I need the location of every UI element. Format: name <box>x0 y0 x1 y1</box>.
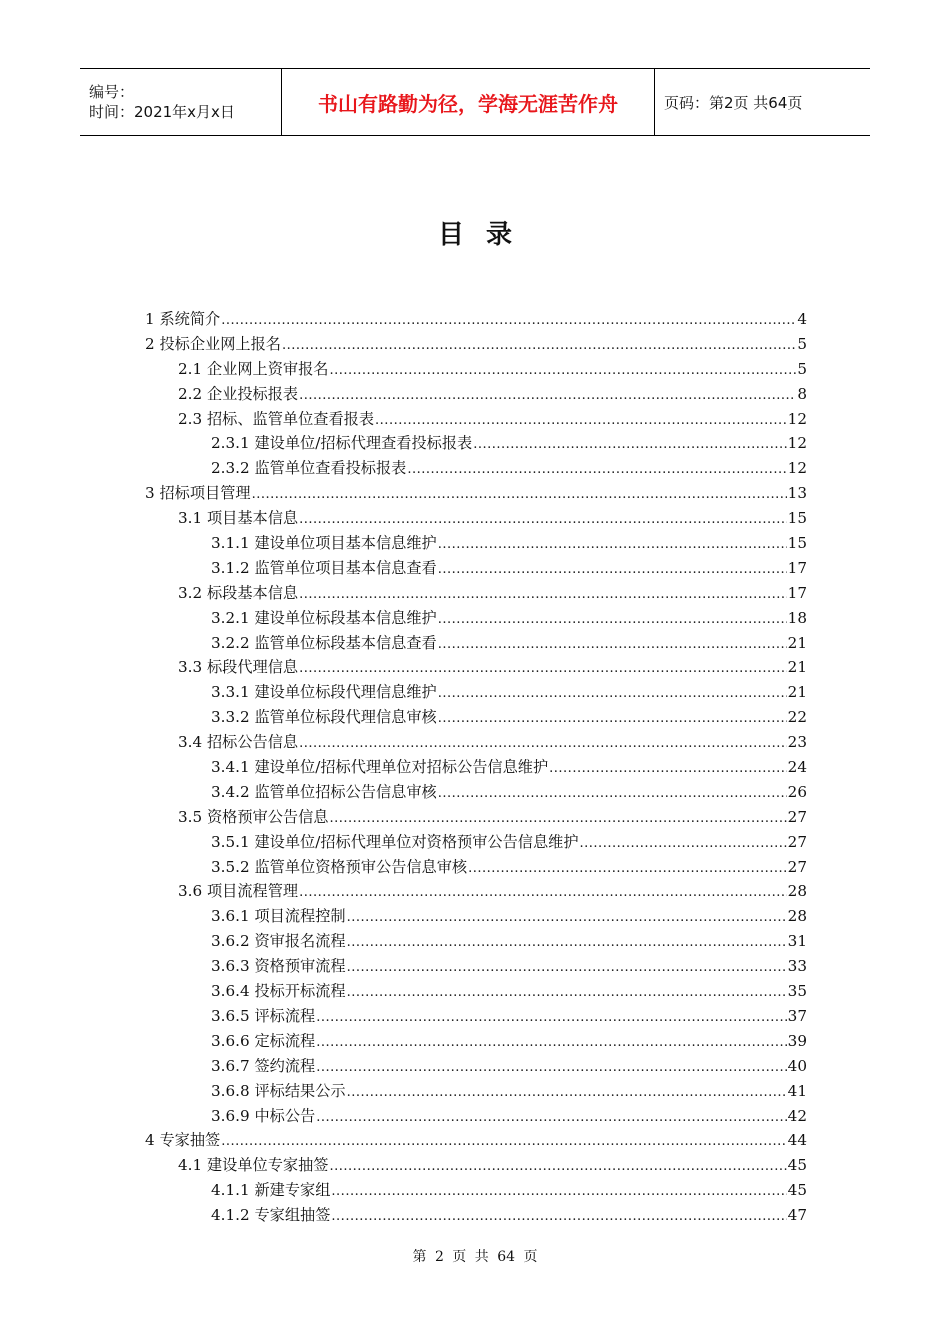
toc-entry[interactable] <box>145 905 807 930</box>
toc-entry-label: 2.3.2 监管单位查看投标报表 <box>211 459 407 478</box>
toc-leader-dots <box>438 609 787 627</box>
toc-entry-label: 4.1.2 专家组抽签 <box>211 1206 331 1225</box>
toc-entry-label: 4 专家抽签 <box>145 1131 221 1150</box>
toc-entry[interactable] <box>145 308 807 333</box>
toc-entry-label: 3.6.5 评标流程 <box>211 1006 316 1025</box>
header-page-info: 页码：第2页 共64页 <box>664 93 803 112</box>
toc-leader-dots <box>438 534 787 552</box>
toc-entry[interactable] <box>145 980 807 1005</box>
toc-entry[interactable] <box>145 557 807 582</box>
toc-entry[interactable] <box>145 358 807 383</box>
toc-entry[interactable] <box>145 333 807 358</box>
toc-leader-dots <box>252 484 787 502</box>
toc-entry[interactable] <box>145 781 807 806</box>
toc-leader-dots <box>329 360 796 378</box>
toc-entry-page: 18 <box>787 608 807 627</box>
header-motto: 书山有路勤为径，学海无涯苦作舟 <box>282 69 655 135</box>
toc-entry[interactable] <box>145 457 807 482</box>
toc-leader-dots <box>299 385 796 403</box>
toc-leader-dots <box>316 1007 786 1025</box>
toc-entry-page: 22 <box>787 708 807 727</box>
toc-entry-page: 12 <box>787 434 807 453</box>
toc-entry-label: 3.5 资格预审公告信息 <box>178 807 329 826</box>
toc-entry-label: 3.5.2 监管单位资格预审公告信息审核 <box>211 857 468 876</box>
toc-entry-page: 13 <box>787 484 807 503</box>
toc-entry[interactable] <box>145 632 807 657</box>
toc-entry-page: 33 <box>787 957 807 976</box>
toc-entry[interactable] <box>145 1154 807 1179</box>
toc-entry-page: 24 <box>787 758 807 777</box>
toc-leader-dots <box>316 1057 786 1075</box>
toc-entry-label: 3.2 标段基本信息 <box>178 583 299 602</box>
toc-leader-dots <box>580 833 787 851</box>
toc-entry-page: 17 <box>787 558 807 577</box>
toc-entry-label: 3.6.2 资审报名流程 <box>211 932 346 951</box>
toc-entry[interactable] <box>145 930 807 955</box>
toc-entry-page: 39 <box>787 1031 807 1050</box>
toc-entry-page: 17 <box>787 583 807 602</box>
toc-entry-page: 23 <box>787 733 807 752</box>
toc-entry-page: 15 <box>787 534 807 553</box>
toc-leader-dots <box>299 509 787 527</box>
header-meta <box>80 69 282 135</box>
toc-entry-page: 15 <box>787 509 807 528</box>
toc-entry[interactable] <box>145 532 807 557</box>
toc-entry-label: 3.2.1 建设单位标段基本信息维护 <box>211 608 437 627</box>
toc-entry-page: 40 <box>787 1056 807 1075</box>
toc-entry[interactable] <box>145 1030 807 1055</box>
toc-entry-label: 4.1.1 新建专家组 <box>211 1181 331 1200</box>
toc-leader-dots <box>549 758 787 776</box>
toc-entry[interactable] <box>145 806 807 831</box>
toc-entry[interactable] <box>145 432 807 457</box>
toc-entry[interactable] <box>145 1105 807 1130</box>
toc-entry-label: 3.6.9 中标公告 <box>211 1106 316 1125</box>
toc-entry-label: 3.6.7 签约流程 <box>211 1056 316 1075</box>
toc-entry-label: 2.3.1 建设单位/招标代理查看投标报表 <box>211 434 473 453</box>
toc-entry-label: 3.5.1 建设单位/招标代理单位对资格预审公告信息维护 <box>211 832 579 851</box>
page-header <box>80 68 870 136</box>
toc-entry-label: 1 系统简介 <box>145 310 221 328</box>
toc-leader-dots <box>347 982 787 1000</box>
toc-leader-dots <box>438 559 787 577</box>
toc-leader-dots <box>299 658 787 676</box>
toc-entry-label: 3.4 招标公告信息 <box>178 733 299 752</box>
toc-entry[interactable] <box>145 607 807 632</box>
toc-leader-dots <box>347 957 787 975</box>
toc-entry-page: 21 <box>787 633 807 652</box>
toc-leader-dots <box>347 1082 787 1100</box>
page-footer: 第 2 页 共 64 页 <box>412 1249 538 1265</box>
toc-entry-page: 37 <box>787 1006 807 1025</box>
toc-entry-page: 27 <box>787 832 807 851</box>
toc-entry-label: 3.6.4 投标开标流程 <box>211 982 346 1001</box>
toc-entry-page: 26 <box>787 782 807 801</box>
toc-entry-label: 3.6.3 资格预审流程 <box>211 957 346 976</box>
toc-leader-dots <box>407 459 786 477</box>
toc-entry[interactable] <box>145 681 807 706</box>
toc-entry-label: 3.3 标段代理信息 <box>178 658 299 677</box>
toc-entry-page: 5 <box>797 334 807 353</box>
toc-entry-page: 28 <box>787 882 807 901</box>
toc-leader-dots <box>329 1156 786 1174</box>
toc-entry[interactable] <box>145 955 807 980</box>
toc-entry-page: 45 <box>787 1156 807 1175</box>
toc-entry-label: 3.1.1 建设单位项目基本信息维护 <box>211 534 437 553</box>
page-title: 目录 <box>437 220 534 250</box>
toc-entry-label: 3.1 项目基本信息 <box>178 509 299 528</box>
toc-leader-dots <box>347 932 787 950</box>
toc-leader-dots <box>473 434 786 452</box>
toc-entry-page: 41 <box>787 1081 807 1100</box>
toc-entry-label: 2.3 招标、监管单位查看报表 <box>178 409 375 428</box>
toc-leader-dots <box>331 1181 786 1199</box>
toc-entry[interactable] <box>145 1179 807 1204</box>
toc-entry-page: 47 <box>787 1206 807 1225</box>
toc-entry[interactable] <box>145 1005 807 1030</box>
toc-leader-dots <box>299 733 787 751</box>
toc-entry-label: 3.4.1 建设单位/招标代理单位对招标公告信息维护 <box>211 758 549 777</box>
toc-entry[interactable] <box>145 856 807 881</box>
toc-entry-page: 21 <box>787 658 807 677</box>
toc-entry[interactable] <box>145 582 807 607</box>
toc-leader-dots <box>316 1032 786 1050</box>
toc-entry[interactable] <box>145 656 807 681</box>
toc-leader-dots <box>438 708 787 726</box>
toc-entry-label: 3.2.2 监管单位标段基本信息查看 <box>211 633 437 652</box>
toc-entry-label: 3.6.1 项目流程控制 <box>211 907 346 926</box>
toc-entry[interactable] <box>145 831 807 856</box>
time-label: 时间：2021年x月x日 <box>89 103 235 121</box>
toc-leader-dots <box>221 1131 786 1149</box>
toc-entry-page: 35 <box>787 982 807 1001</box>
toc-leader-dots <box>347 907 787 925</box>
toc-entry[interactable] <box>145 408 807 433</box>
toc-leader-dots <box>438 783 787 801</box>
toc-leader-dots <box>282 335 796 353</box>
toc-leader-dots <box>375 410 787 428</box>
toc-entry-page: 45 <box>787 1181 807 1200</box>
toc-entry-label: 3.6.6 定标流程 <box>211 1031 316 1050</box>
toc-entry-page: 5 <box>797 359 807 378</box>
toc-entry-label: 2.1 企业网上资审报名 <box>178 359 329 378</box>
toc-leader-dots <box>299 882 787 900</box>
toc-entry-page: 44 <box>787 1131 807 1150</box>
toc-leader-dots <box>299 584 787 602</box>
toc-leader-dots <box>221 310 796 328</box>
toc-entry[interactable] <box>145 1204 807 1229</box>
toc-entry-page: 28 <box>787 907 807 926</box>
toc-entry-label: 3 招标项目管理 <box>145 484 251 503</box>
toc-entry-page: 27 <box>787 807 807 826</box>
toc-leader-dots <box>331 1206 786 1224</box>
toc-entry[interactable] <box>145 1129 807 1154</box>
number-label: 编号： <box>89 83 135 101</box>
toc-leader-dots <box>316 1107 786 1125</box>
toc-entry[interactable] <box>145 482 807 507</box>
toc-entry-page: 42 <box>787 1106 807 1125</box>
toc-entry-label: 2 投标企业网上报名 <box>145 334 281 353</box>
toc-entry-label: 3.3.2 监管单位标段代理信息审核 <box>211 708 437 727</box>
toc-entry[interactable] <box>145 383 807 408</box>
toc-entry-page: 4 <box>797 310 807 328</box>
toc-entry-label: 3.3.1 建设单位标段代理信息维护 <box>211 683 437 702</box>
toc-entry[interactable] <box>145 1055 807 1080</box>
toc-entry-page: 12 <box>787 459 807 478</box>
toc-entry-label: 4.1 建设单位专家抽签 <box>178 1156 329 1175</box>
toc-entry-page: 12 <box>787 409 807 428</box>
toc-leader-dots <box>468 858 787 876</box>
toc-entry-page: 31 <box>787 932 807 951</box>
toc-entry-label: 3.6.8 评标结果公示 <box>211 1081 346 1100</box>
toc-leader-dots <box>329 808 786 826</box>
table-of-contents <box>145 308 807 1229</box>
toc-entry[interactable] <box>145 756 807 781</box>
toc-entry-page: 21 <box>787 683 807 702</box>
toc-entry-label: 3.6 项目流程管理 <box>178 882 299 901</box>
toc-entry[interactable] <box>145 706 807 731</box>
toc-entry-label: 3.4.2 监管单位招标公告信息审核 <box>211 782 437 801</box>
toc-entry[interactable] <box>145 880 807 905</box>
toc-entry-page: 27 <box>787 857 807 876</box>
toc-entry[interactable] <box>145 731 807 756</box>
toc-leader-dots <box>438 634 787 652</box>
toc-entry-label: 2.2 企业投标报表 <box>178 384 299 403</box>
toc-entry-page: 8 <box>797 384 807 403</box>
toc-entry[interactable] <box>145 507 807 532</box>
toc-entry-label: 3.1.2 监管单位项目基本信息查看 <box>211 558 437 577</box>
toc-entry[interactable] <box>145 1080 807 1105</box>
toc-leader-dots <box>438 683 787 701</box>
